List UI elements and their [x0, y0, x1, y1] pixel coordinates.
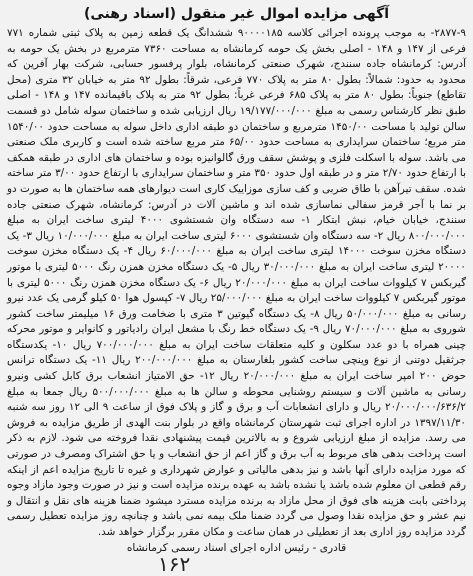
notice-body: ۲۸۷۷-۹- به موجب پرونده اجرائی کلاسه ۹۰۰۰۰۱۸۵ ششدانگ یک قطعه زمین به پلاک ثبتی شماره ۷۷۱ فرعی از ۱۴۷ و ۱۴۸ - اصلی بخش یک حومه کرمانشاه به مساحت ۷۳۶۰ مترمربع در بخش یک حومه به آدرس: کرمانشاه جاده سنندج، شهرک صنعتی کرمانشاه، بلوار پرفسور حسابی، شرکت بهار آفرین که محدود به حدود: شمالاً: بطول ۸۰ متر به پلاک ۷۷۰ فرعی، شرقاً: بطول ۹۲ متر به خیابان ۳۲ متری (محل تقاطع) جنوباً: بطول ۸۰ متر به پلاک ۶۸۵ فرعی غرباً: بطول ۹۲ متر به پلاک باقیمانده ۱۴۷ و ۱۴۸ - اصلی طبق نظر کارشناس رسمی به مبلغ ۱۹/۱۷۷/۰۰۰/۰۰۰ ریال ارزیابی شده و ساختمان سوله شامل دو قسمت سالن تولید با مساحت ۱۴۵۰/۰۰ مترمربع و ساختمان دو طبقه اداری داخل سوله به مساحت حدود ۱۵۴۰/۰۰ متر مربع؛ ساختمان سرایداری به مساحت حدود ۶۵/۰۰ متر مربع ساخته شده است و کاربری ملک صنعتی می باشد. سوله با اسکلت فلزی و پوشش سقف ورق گالوانیزه بوده و ساختمان های اداری در طبقه همکف با ارتفاع حدود ۲/۷۰ متر و در طبقه اول حدود ۳۵۰ متر و ساختمان سرایداری با ارتفاع حدود ۳/۰۰ متر ساخته شده. سقف تیرآهن با طاق ضربی و کف سازی موزاییک کاری است دیوارهای همه ساختمان ها به صورت دو بر نما با آجر قرمز سفالی نماسازی شده اند و ماشین آلات در آدرس: کرمانشاه، شهرک صنعتی جاده سنندج، خیابان خیام، نبش ابتکار ۱- سه دستگاه وان شستشوی ۴۰۰۰ لیتری ساخت ایران به مبلغ ۸۰۰/۰۰۰/۰۰۰ ریال ۲- سه دستگاه وان شستشوی ۶۰۰۰ لیتری ساخت ایران به مبلغ ۱۰/۰۰۰/۰۰۰ ریال ۳- یک دستگاه مخزن سوخت ۱۴۰۰۰ لیتری ساخت ایران به مبلغ ۶۰/۰۰۰/۰۰۰ ریال ۴- یک دستگاه مخزن سوخت ۲۰۰۰۰ لیتری ساخت ایران به مبلغ ۳۰/۰۰۰/۰۰۰ ریال ۵- یک دستگاه مخزن همزن رنگ ۵۰۰۰ لیتری با موتور گیربکس ۷ کیلووات ساخت ایران به مبلغ ۲۰/۰۰۰/۰۰۰ ریال ۶- یک دستگاه مخزن همزن رنگ ۵۰۰۰ لیتری با موتور گیربکس ۷ کیلووات ساخت ایران به مبلغ ۲۵/۰۰۰/۰۰۰ ریال ۷- کپسول هوا ۵۰ کیلو گرمی یک عدد نیرو رسانی به مبلغ ۵۰/۰۰۰/۰۰۰ ریال ۸- یک دستگاه گیوتین ۳ متری با ضخامت ورق ۱۶ میلیمتر ساخت کشور شوروی به مبلغ ۷۰/۰۰۰/۰۰۰ ریال ۹- یک دستگاه خط رنگ با مشعل ایران رادیاتور و کانوایر و موتور محرکه چینی همراه با دو عدد سکلون و کلیه متعلقات ساخت ایران به مبلغ ۷۰۰/۰۰۰/۰۰۰ ریال ۱۰- یکدستگاه جرثقیل دوتنی از نوع وینچی ساخت کشور بلغارستان به مبلغ ۲۰۰/۰۰۰/۰۰۰ ریال ۱۱- یک دستگاه ترانس حوض ۲۰۰ امپر ساخت ایران به مبلغ ۲۰/۰۰۰/۰۰۰ ریال ۱۲- حق الامتیاز انشعاب برق کابل کشی ونیرو رسانی به ماشین آلات و سیستم روشنایی محوطه و سالن ها به مبلغ ۵۰۰/۰۰۰/۰۰۰ ریال جمعا به مبلغ ۲۰/۰۰۰/۰۰۰/۶۳۶/۲ ریال و دارای انشعابات آب و برق و گاز و پلاک فوق از ساعت ۹ الی ۱۲ روز سه شنبه ۱۳۹۷/۱۱/۳۰ در اداره اجرای ثبت شهرستان کرمانشاه واقع در بلوار بنت الهدی از طریق مزایده به فروش می رسد. مزایده از مبلغ ارزیابی شروع و به بالاترین قیمت پیشنهادی نقدا فروخته می شود. لازم به ذکر است پرداخت بدهی های مربوط به آب برق و گاز اعم از حق انشعاب و یا حق اشتراک ومصرف در صورتی که مورد مزایده دارای آنها باشد و نیز بدهی مالیاتی و عوارض شهرداری و غیره تا تاریخ مزایده اعم از اینکه رقم قطعی ان معلوم شده باشد یا نشده باشد به عهده برنده مزایده است و نیز در صورت وجود مازاد وجوه پرداختی بابت هزینه های فوق از محل مازاد به برنده مزایده مسترد میشود ضمنا هزینه های نقل و انتقال و نیم عشر و حق مزایده نقدا وصول می گردد ضمنا ملک بیمه نمی باشد و چنانچه روز مزایده تعطیل رسمی گردد مزایده روز اداری بعد از تعطیلی در همان ساعت و مکان مقرر برگزار خواهد شد.	[7, 27, 467, 538]
notice-signature: قادری - رئیس اداره اجرای اسناد رسمی کرمانشاه	[126, 541, 347, 554]
handwritten-number: ۱۶۲	[158, 552, 191, 576]
notice-title: آگهی مزایده اموال غیر منقول (اسناد رهنی)	[83, 6, 390, 22]
